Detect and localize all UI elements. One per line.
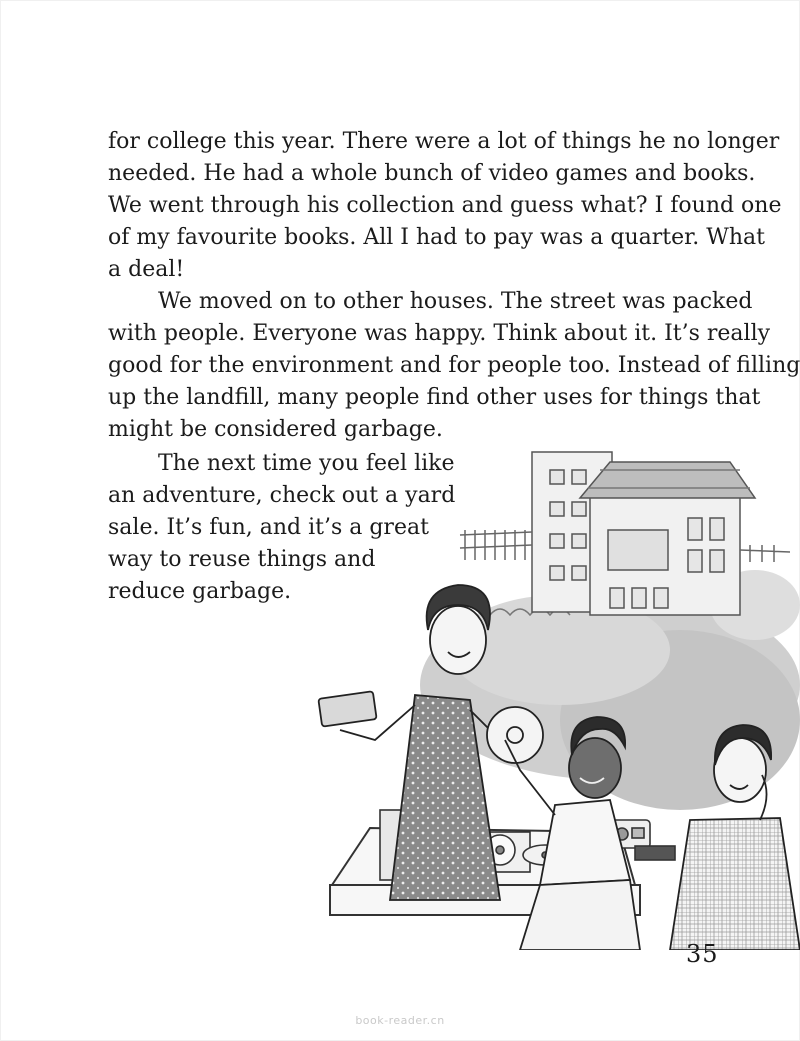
watermark: book-reader.cn	[355, 1014, 445, 1027]
text-line: of my favourite books. All I had to pay was a quarter. What	[108, 225, 765, 250]
text-line: up the landfill, many people find other uses for things that	[108, 385, 761, 410]
text-line: We moved on to other houses. The street was packed	[158, 289, 753, 314]
house	[532, 452, 755, 615]
text-line: We went through his collection and guess what? I found one	[108, 193, 782, 218]
text-line: way to reuse things and	[108, 547, 376, 572]
yard-sale-illustration	[310, 440, 800, 950]
text-line: with people. Everyone was happy. Think about it. It’s really	[108, 321, 771, 346]
paragraph-1	[108, 126, 782, 286]
text-line: sale. It’s fun, and it’s a great	[108, 515, 429, 540]
text-line: good for the environment and for people too. Instead of filling	[108, 353, 800, 378]
text-line: might be considered garbage.	[108, 417, 443, 442]
text-line: for college this year. There were a lot of things he no longer	[108, 129, 780, 154]
paragraph-2	[108, 286, 800, 446]
text-line: needed. He had a whole bunch of video games and books.	[108, 161, 756, 186]
page-number: 35	[686, 940, 719, 968]
text-line: reduce garbage.	[108, 579, 292, 604]
text-line: a deal!	[108, 257, 185, 282]
text-line: an adventure, check out a yard	[108, 483, 456, 508]
text-line: The next time you feel like	[158, 451, 455, 476]
